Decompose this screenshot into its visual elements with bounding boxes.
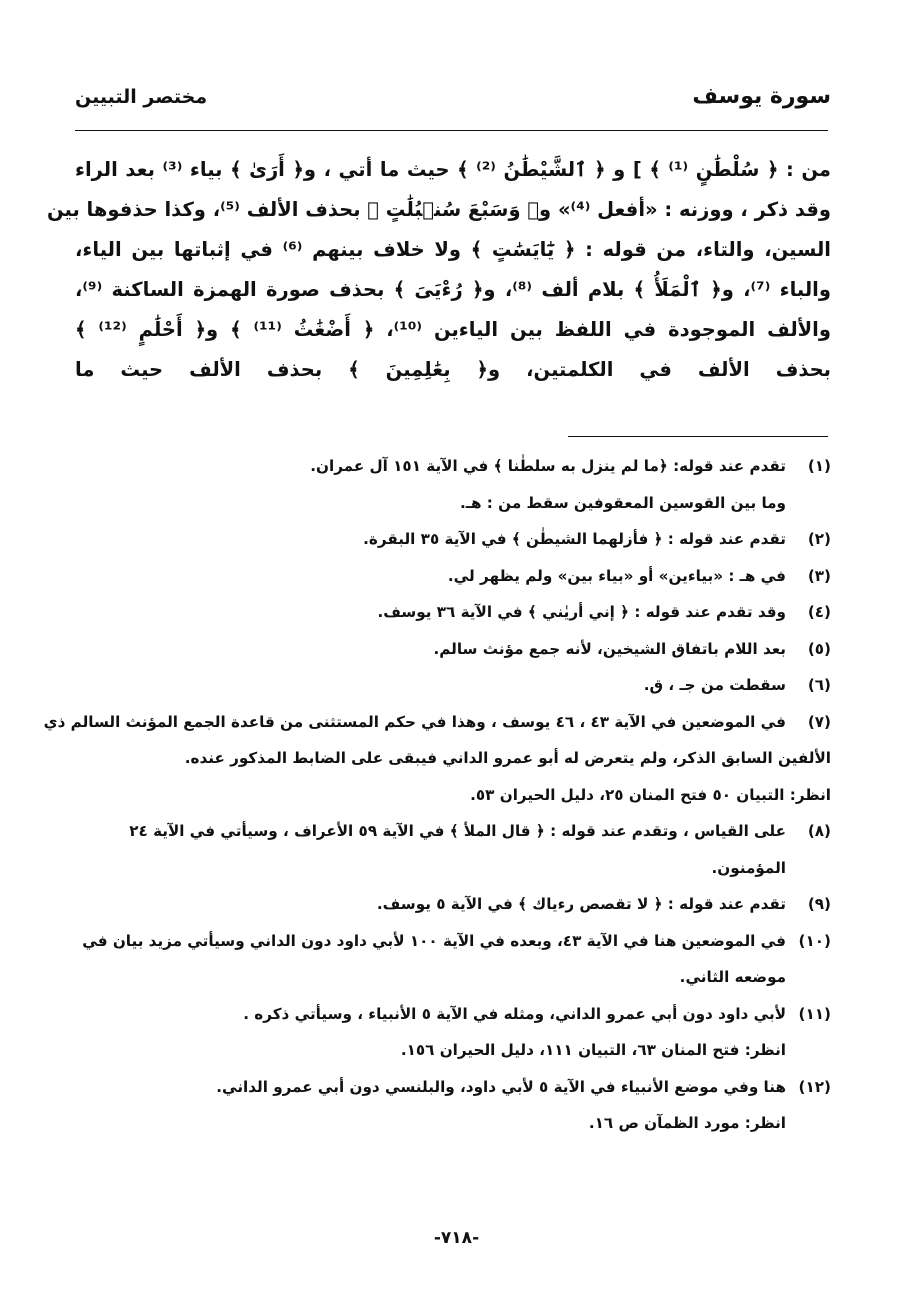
main-text <box>46 150 831 390</box>
footnote-number: (١٠) <box>798 931 831 950</box>
footnote <box>75 631 831 668</box>
main-text-line: بحذف الألف في الكلمتين، و﴿ بِعَٰلِمِينَ ﴾ بحذف الألف حيث ما <box>75 358 831 381</box>
footnote-number: (٧) <box>807 712 831 731</box>
footnote <box>75 923 831 996</box>
footnote-line: في الموضعين في الآية ٤٣ ، ٤٦ يوسف ، وهذا في حكم المستثنى من قاعدة الجمع المؤنث السالم ذي <box>43 712 786 731</box>
footnote-line: في الموضعين هنا في الآية ٤٣، وبعده في الآية ١٠٠ لأبي داود دون الداني وسيأتي مزيد بيان في <box>82 931 786 950</box>
footnote-number: (٤) <box>807 603 831 621</box>
footnote <box>75 1069 831 1142</box>
running-header-surah: سورة يوسف <box>692 84 831 109</box>
footnote-number: (٦) <box>807 676 831 694</box>
footnote-number: (١١) <box>798 1004 831 1023</box>
footnote <box>75 594 831 631</box>
footnote-line: وقد تقدم عند قوله : ﴿ إني أريٰني ﴾ في الآية ٣٦ يوسف. <box>377 603 786 621</box>
footnote-line: موضعه الثاني. <box>679 968 786 986</box>
footnote-line: وما بين القوسين المعقوفين سقط من : هـ. <box>460 493 786 512</box>
footnote-line: على القياس ، وتقدم عند قوله : ﴿ قال الملأ ﴾ في الآية ٥٩ الأعراف ، وسيأتي في الآية ٢٤ <box>129 822 786 840</box>
footnote <box>75 558 831 595</box>
footnote-number: (١) <box>807 457 831 475</box>
footnote-line: انظر: مورد الظمآن ص ١٦. <box>588 1114 786 1132</box>
footnote-line: لأبي داود دون أبي عمرو الداني، ومثله في الآية ٥ الأنبياء ، وسيأتي ذكره . <box>243 1004 786 1023</box>
footnote-line: انظر: فتح المنان ٦٣، التبيان ١١١، دليل الحيران ١٥٦. <box>400 1041 786 1059</box>
footnote-line: بعد اللام باتفاق الشيخين، لأنه جمع مؤنث سالم. <box>433 639 786 658</box>
main-text-line: والباء ⁽⁷⁾، و﴿ ٱلْمَلَأُ ﴾ بلام ألف ⁽⁸⁾، و﴿ رُءْيَىَ ﴾ بحذف صورة الهمزة الساكنة ⁽⁹⁾، <box>75 278 831 301</box>
footnotes <box>43 448 831 1142</box>
footnote-line: سقطت من جـ ، ق. <box>643 676 786 694</box>
footnote <box>75 886 831 923</box>
footnote-number: (٩) <box>807 895 831 913</box>
footnote-line: انظر: التبيان ٥٠ فتح المنان ٢٥، دليل الحيران ٥٣. <box>470 785 831 804</box>
header-divider <box>75 130 828 131</box>
footnote-number: (٢) <box>807 530 831 548</box>
footnote <box>43 704 831 814</box>
footnote-number: (٥) <box>807 639 831 658</box>
main-text-line: والألف الموجودة في اللفظ بين الياءين ⁽¹⁰⁾، ﴿ أَضْغَٰثُ ⁽¹¹⁾ ﴾ و﴿ أَحْلَٰمٍ ⁽¹²⁾ ﴾ <box>75 318 831 341</box>
footnote-line: تقدم عند قوله: ﴿ما لم ينزل به سلطٰنا ﴾ في الآية ١٥١ آل عمران. <box>310 457 786 475</box>
footnote <box>75 996 831 1069</box>
footnote-line: في هـ : «بياءين» أو «بياء بين» ولم يظهر لي. <box>447 566 786 585</box>
footnote-line: المؤمنون. <box>711 858 786 877</box>
footnote-number: (٨) <box>807 822 831 840</box>
page-number: -٧١٨- <box>433 1228 480 1248</box>
footnote-line: تقدم عند قوله : ﴿ فأزلهما الشيطٰن ﴾ في الآية ٣٥ البقرة. <box>363 530 786 548</box>
running-header-book-title: مختصر التبيين <box>75 86 208 108</box>
main-text-line: وقد ذكر ، ووزنه : «أفعل ⁽⁴⁾» و﴿ وَسَبْعَ سُنۢبُلَٰتٍ ﴾ بحذف الألف ⁽⁵⁾، وكذا حذفوها بين <box>46 198 831 221</box>
footnote-line: هنا وفي موضع الأنبياء في الآية ٥ لأبي داود، والبلنسي دون أبي عمرو الداني. <box>216 1077 786 1096</box>
footnote-line: تقدم عند قوله : ﴿ لا تقصص رءياك ﴾ في الآية ٥ يوسف. <box>376 895 786 913</box>
footnote <box>75 667 831 704</box>
footnote-divider <box>568 436 828 437</box>
footnote-number: (٣) <box>807 566 831 585</box>
main-text-line: السين، والتاء، من قوله : ﴿ يَٰٓايَسَٰتٍ ﴾ ولا خلاف بينهم ⁽⁶⁾ في إثباتها بين الياء، <box>75 238 831 261</box>
footnote <box>75 521 831 558</box>
footnote <box>75 448 831 521</box>
footnote-line: الألفين السابق الذكر، ولم يتعرض له أبو عمرو الداني فيبقى على الضابط المذكور عنده. <box>184 749 831 767</box>
footnote-number: (١٢) <box>798 1077 831 1096</box>
footnote <box>75 813 831 886</box>
main-text-line: من : ﴿ سُلْطَٰنٍ ⁽¹⁾ ﴾ ] و ﴿ ٱلشَّيْطَٰنُ ⁽²⁾ ﴾ حيث ما أتي ، و﴿ أَرَىٰ ﴾ بياء ⁽³⁾ بعد الراء <box>75 158 831 181</box>
